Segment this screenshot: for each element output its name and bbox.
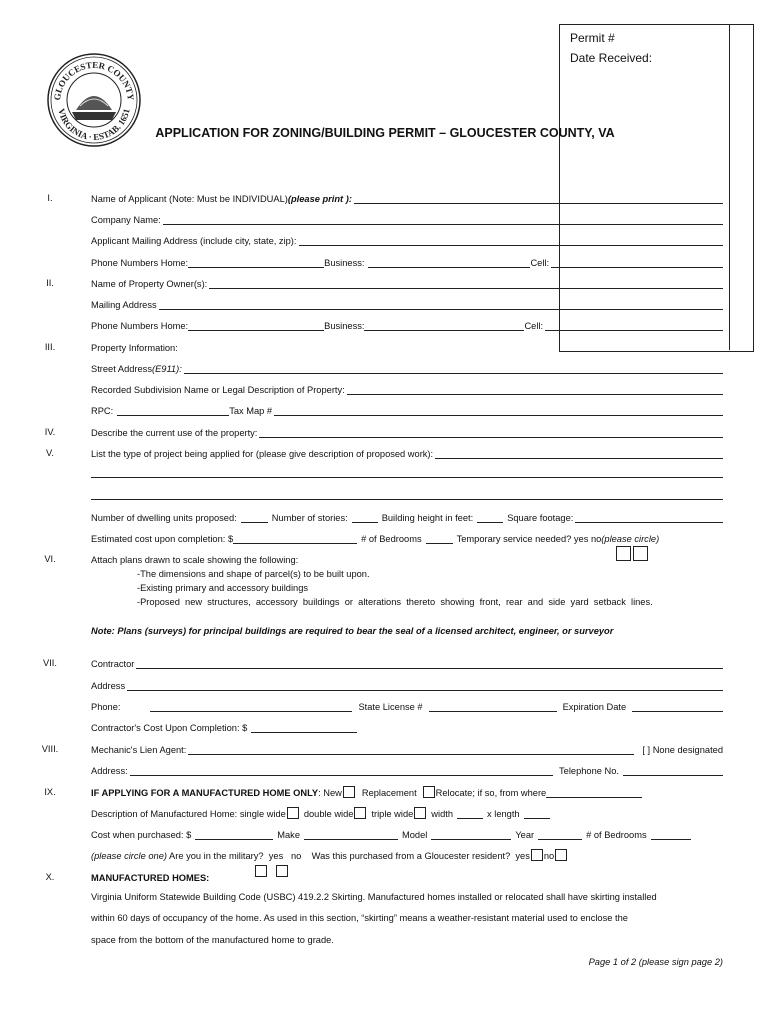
permit-box-inner-divider bbox=[729, 24, 730, 350]
square-footage-label: Square footage: bbox=[507, 513, 574, 523]
subdivision-field[interactable] bbox=[347, 384, 723, 395]
manufactured-bedrooms-field[interactable] bbox=[651, 829, 691, 840]
applicant-name-row bbox=[91, 190, 723, 204]
permit-number-label: Permit # bbox=[570, 31, 615, 45]
expiration-date-field[interactable] bbox=[632, 701, 723, 712]
section-number-x: X. bbox=[45, 872, 55, 882]
triple-wide-checkbox[interactable] bbox=[414, 807, 426, 819]
section-number-vi: VI. bbox=[44, 554, 56, 564]
current-use-row bbox=[91, 424, 723, 438]
tax-map-label: Tax Map # bbox=[229, 406, 273, 416]
applicant-cell-field[interactable] bbox=[551, 257, 723, 268]
model-field[interactable] bbox=[431, 829, 511, 840]
section-number-ii: II. bbox=[46, 278, 54, 288]
current-use-field[interactable] bbox=[259, 427, 723, 438]
width-label: width bbox=[431, 809, 454, 819]
applicant-name-field[interactable] bbox=[354, 193, 723, 204]
rpc-row bbox=[91, 402, 723, 416]
contractor-cost-label: Contractor's Cost Upon Completion: $ bbox=[91, 723, 248, 733]
section-number-iv: IV. bbox=[44, 427, 56, 437]
plans-item-dimensions: -The dimensions and shape of parcel(s) to be built upon. bbox=[137, 569, 370, 579]
project-description-line-2[interactable] bbox=[91, 499, 723, 500]
applicant-business-field[interactable] bbox=[368, 257, 530, 268]
double-wide-label: double wide bbox=[303, 809, 354, 819]
manufactured-description-row bbox=[91, 805, 723, 819]
skirting-paragraph-line-1: Virginia Uniform Statewide Building Code (USBC) 419.2.2 Skirting. Manufactured homes installed or relocated shall have skirting installed bbox=[91, 892, 657, 902]
project-type-row bbox=[91, 445, 723, 459]
manufactured-homes-heading: MANUFACTURED HOMES: bbox=[91, 873, 210, 883]
section-number-iii: III. bbox=[44, 342, 56, 352]
project-type-label: List the type of project being applied for (please give description of proposed work): bbox=[91, 449, 434, 459]
dwelling-units-label: Number of dwelling units proposed: bbox=[91, 513, 237, 523]
subdivision-row bbox=[91, 381, 723, 395]
state-license-label: State License # bbox=[358, 702, 423, 712]
applicant-business-label: Business: bbox=[324, 258, 365, 268]
street-address-row bbox=[91, 360, 723, 374]
rpc-label: RPC: bbox=[91, 406, 114, 416]
manufactured-home-row bbox=[91, 784, 723, 798]
skirting-paragraph-line-2: within 60 days of occupancy of the home. As used in this section, “skirting” means a weather-resistant material used to enclose the bbox=[91, 913, 628, 923]
manufactured-homes-heading-row bbox=[91, 869, 723, 883]
manufactured-bedrooms-label: # of Bedrooms bbox=[586, 830, 647, 840]
owner-cell-field[interactable] bbox=[545, 320, 723, 331]
temporary-service-yes-checkbox[interactable] bbox=[616, 546, 631, 561]
contractor-cost-row bbox=[91, 719, 723, 733]
bedrooms-label: # of Bedrooms bbox=[361, 534, 422, 544]
manufactured-home-heading: IF APPLYING FOR A MANUFACTURED HOME ONLY bbox=[91, 788, 319, 798]
street-address-field[interactable] bbox=[184, 363, 723, 374]
dwelling-row bbox=[91, 509, 723, 523]
state-license-field[interactable] bbox=[429, 701, 557, 712]
contractor-phone-row bbox=[91, 698, 723, 712]
new-label: : New bbox=[318, 788, 342, 798]
owner-mailing-row bbox=[91, 296, 723, 310]
replacement-checkbox[interactable] bbox=[423, 786, 435, 798]
single-wide-checkbox[interactable] bbox=[287, 807, 299, 819]
section-number-ix: IX. bbox=[44, 787, 56, 797]
page-title: APPLICATION FOR ZONING/BUILDING PERMIT – GLOUCESTER COUNTY, VA bbox=[155, 126, 615, 140]
rpc-field[interactable] bbox=[117, 405, 229, 416]
svg-text:GLOUCESTER COUNTY bbox=[52, 60, 136, 101]
subdivision-label: Recorded Subdivision Name or Legal Description of Property: bbox=[91, 385, 345, 395]
plans-item-existing: -Existing primary and accessory buildings bbox=[137, 583, 309, 593]
contractor-address-field[interactable] bbox=[127, 680, 723, 691]
resident-yes-checkbox[interactable] bbox=[531, 849, 543, 861]
applicant-mailing-label: Applicant Mailing Address (include city, state, zip): bbox=[91, 236, 297, 246]
contractor-row bbox=[91, 655, 723, 669]
temporary-service-no-checkbox[interactable] bbox=[633, 546, 648, 561]
model-label: Model bbox=[402, 830, 428, 840]
lien-agent-field[interactable] bbox=[188, 744, 634, 755]
bedrooms-field[interactable] bbox=[426, 533, 453, 544]
applicant-phone-home-field[interactable] bbox=[188, 257, 324, 268]
seal-top-text: GLOUCESTER COUNTY bbox=[51, 59, 137, 101]
lien-address-label: Address: bbox=[91, 766, 128, 776]
building-height-label: Building height in feet: bbox=[381, 513, 474, 523]
street-address-label-italic: (E911): bbox=[151, 364, 182, 374]
section-number-viii: VIII. bbox=[41, 744, 59, 754]
owner-name-field[interactable] bbox=[209, 278, 723, 289]
section-number-vii: VII. bbox=[43, 658, 57, 668]
contractor-label: Contractor bbox=[91, 659, 135, 669]
owner-cell-label: Cell: bbox=[524, 321, 544, 331]
lien-agent-label: Mechanic's Lien Agent: bbox=[91, 745, 187, 755]
company-name-row bbox=[91, 211, 723, 225]
make-field[interactable] bbox=[304, 829, 398, 840]
width-field[interactable] bbox=[457, 808, 483, 819]
current-use-label: Describe the current use of the property: bbox=[91, 428, 258, 438]
estimated-cost-field[interactable] bbox=[233, 533, 357, 544]
building-height-field[interactable] bbox=[477, 512, 503, 523]
project-type-field[interactable] bbox=[435, 448, 723, 459]
project-description-line-1[interactable] bbox=[91, 477, 723, 478]
applicant-phone-row bbox=[91, 254, 723, 268]
length-field[interactable] bbox=[524, 808, 550, 819]
skirting-paragraph-line-3: space from the bottom of the manufactured home to grade. bbox=[91, 935, 334, 945]
tax-map-field[interactable] bbox=[274, 405, 723, 416]
owner-name-row bbox=[91, 275, 723, 289]
plans-item-proposed: -Proposed new structures, accessory buildings or alterations thereto showing front, rear and side yard setback lines. bbox=[137, 597, 653, 607]
contractor-phone-field[interactable] bbox=[150, 701, 352, 712]
lien-address-field[interactable] bbox=[130, 765, 553, 776]
resident-no-label: no bbox=[543, 851, 555, 861]
owner-phone-home-label: Phone Numbers Home: bbox=[91, 321, 189, 331]
replacement-label: Replacement bbox=[361, 788, 417, 798]
manufactured-homes-checkbox-2[interactable] bbox=[276, 865, 288, 877]
contractor-address-label: Address bbox=[91, 681, 126, 691]
manufactured-homes-checkbox-1[interactable] bbox=[255, 865, 267, 877]
circle-one-label: (please circle one) bbox=[91, 851, 167, 861]
telephone-label: Telephone No. bbox=[559, 766, 619, 776]
military-label: Are you in the military? yes no Was this purchased from a Gloucester resident? yes bbox=[166, 851, 530, 861]
relocate-from-field[interactable] bbox=[546, 787, 642, 798]
cost-purchased-label: Cost when purchased: $ bbox=[91, 830, 192, 840]
temporary-service-label: Temporary service needed? yes no bbox=[456, 534, 602, 544]
stories-label: Number of stories: bbox=[271, 513, 348, 523]
length-label: x length bbox=[487, 809, 520, 819]
triple-wide-label: triple wide bbox=[371, 809, 414, 819]
cost-row bbox=[91, 530, 723, 544]
telephone-field[interactable] bbox=[623, 765, 723, 776]
cost-purchased-field[interactable] bbox=[195, 829, 273, 840]
expiration-date-label: Expiration Date bbox=[562, 702, 627, 712]
owner-name-label: Name of Property Owner(s): bbox=[91, 279, 208, 289]
contractor-phone-label: Phone: bbox=[91, 702, 121, 712]
square-footage-field[interactable] bbox=[575, 512, 723, 523]
owner-phone-home-field[interactable] bbox=[188, 320, 324, 331]
temporary-service-label-italic: (please circle) bbox=[601, 534, 660, 544]
attach-plans-label: Attach plans drawn to scale showing the following: bbox=[91, 555, 299, 565]
section-number-v: V. bbox=[46, 448, 54, 458]
temporary-service-checkboxes bbox=[614, 546, 648, 563]
lien-address-row bbox=[91, 762, 723, 776]
resident-no-checkbox[interactable] bbox=[555, 849, 567, 861]
date-received-label: Date Received: bbox=[570, 51, 653, 65]
applicant-name-label: Name of Applicant (Note: Must be INDIVIDUAL) bbox=[91, 194, 288, 204]
section-number-i: I. bbox=[47, 193, 53, 203]
street-address-label: Street Address bbox=[91, 364, 152, 374]
make-label: Make bbox=[277, 830, 300, 840]
company-name-label: Company Name: bbox=[91, 215, 161, 225]
owner-mailing-field[interactable] bbox=[159, 299, 723, 310]
owner-business-field[interactable] bbox=[364, 320, 524, 331]
seal-bottom-text: VIRGINIA · ESTAB. 1651 bbox=[56, 107, 132, 143]
description-single-wide-label: Description of Manufactured Home: single wide bbox=[91, 809, 286, 819]
owner-business-label: Business: bbox=[324, 321, 365, 331]
new-checkbox[interactable] bbox=[343, 786, 355, 798]
applicant-phone-home-label: Phone Numbers Home: bbox=[91, 258, 189, 268]
military-row bbox=[91, 847, 723, 861]
dwelling-units-field[interactable] bbox=[241, 512, 268, 523]
year-label: Year bbox=[515, 830, 535, 840]
contractor-cost-field[interactable] bbox=[251, 722, 357, 733]
manufactured-cost-row bbox=[91, 826, 723, 840]
none-designated-label[interactable]: [ ] None designated bbox=[642, 745, 723, 755]
year-field[interactable] bbox=[538, 829, 582, 840]
page-footer: Page 1 of 2 (please sign page 2) bbox=[588, 957, 723, 967]
property-info-row bbox=[91, 339, 723, 353]
property-info-label: Property Information: bbox=[91, 343, 178, 353]
applicant-name-label-italic: (please print ): bbox=[287, 194, 352, 204]
estimated-cost-label: Estimated cost upon completion: $ bbox=[91, 534, 234, 544]
company-name-field[interactable] bbox=[163, 214, 723, 225]
stories-field[interactable] bbox=[352, 512, 378, 523]
relocate-label: Relocate; if so, from where bbox=[435, 788, 547, 798]
applicant-mailing-field[interactable] bbox=[299, 235, 724, 246]
applicant-mailing-row bbox=[91, 232, 723, 246]
contractor-address-row bbox=[91, 677, 723, 691]
owner-phone-row bbox=[91, 317, 723, 331]
contractor-field[interactable] bbox=[136, 658, 723, 669]
owner-mailing-label: Mailing Address bbox=[91, 300, 157, 310]
applicant-cell-label: Cell: bbox=[530, 258, 550, 268]
lien-agent-row bbox=[91, 741, 723, 755]
plans-note: Note: Plans (surveys) for principal buildings are required to bear the seal of a licensed architect, engineer, or surveyor bbox=[91, 626, 614, 636]
double-wide-checkbox[interactable] bbox=[354, 807, 366, 819]
